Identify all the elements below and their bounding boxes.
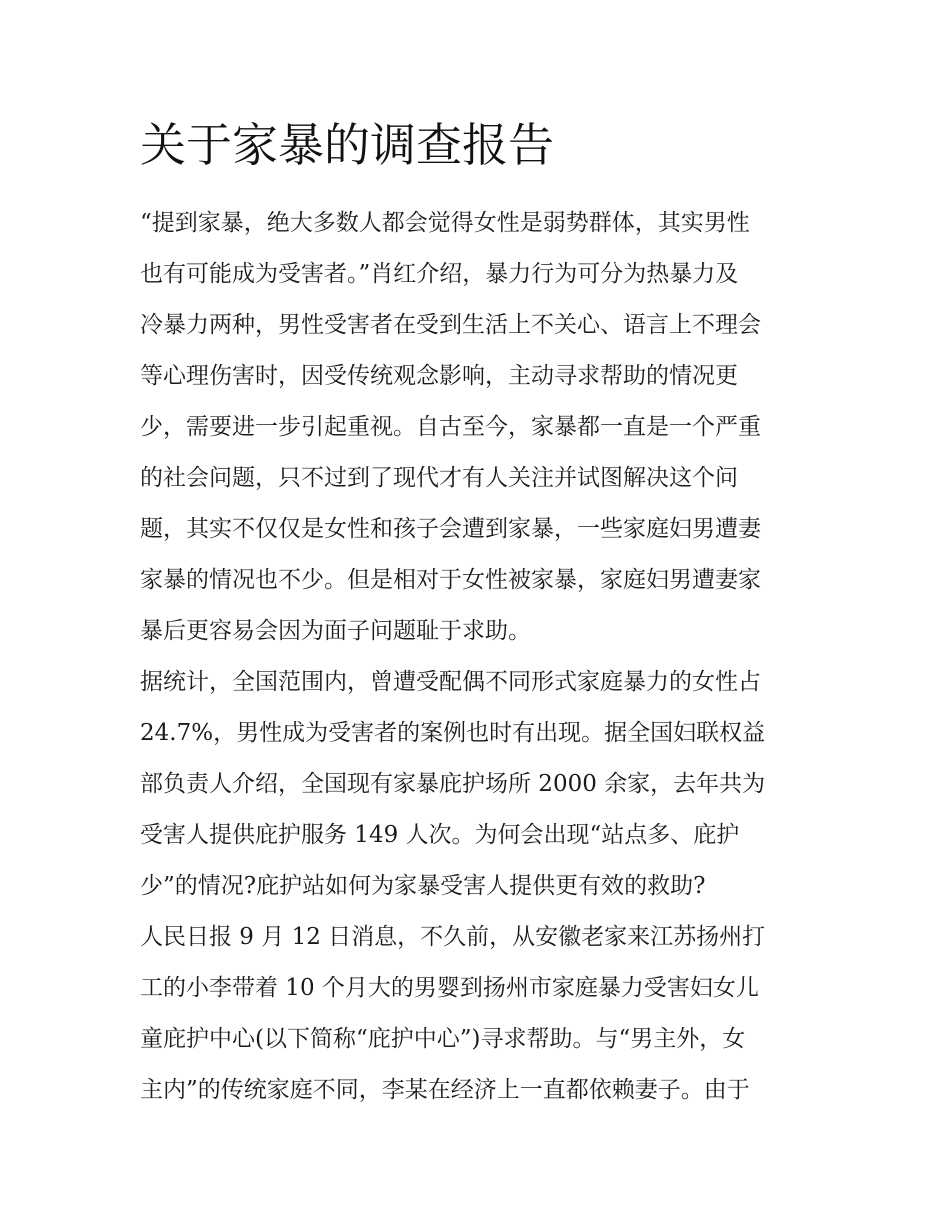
text-line: 也有可能成为受害者。”肖红介绍，暴力行为可分为热暴力及 [140,261,739,287]
document-body [140,198,820,1116]
text-line: 童庇护中心(以下简称“庇护中心”)寻求帮助。与“男主外，女 [140,1026,746,1052]
document-title: 关于家暴的调查报告 [140,118,554,172]
text-line: 部负责人介绍，全国现有家暴庇护场所 2000 余家，去年共为 [140,771,766,797]
text-line: 家暴的情况也不少。但是相对于女性被家暴，家庭妇男遭妻家 [140,567,761,593]
text-line: 主内”的传统家庭不同，李某在经济上一直都依赖妻子。由于 [140,1077,750,1103]
text-line: 等心理伤害时，因受传统观念影响，主动寻求帮助的情况更 [140,363,738,389]
text-line: 少”的情况?庇护站如何为家暴受害人提供更有效的救助? [140,873,706,899]
text-line: 24.7%，男性成为受害者的案例也时有出现。据全国妇联权益 [140,720,766,746]
text-line: 人民日报 9 月 12 日消息，不久前，从安徽老家来江苏扬州打 [140,924,766,950]
text-line: “提到家暴，绝大多数人都会觉得女性是弱势群体，其实男性 [140,210,750,236]
text-line: 暴后更容易会因为面子问题耻于求助。 [140,618,531,644]
text-line: 的社会问题，只不过到了现代才有人关注并试图解决这个问 [140,465,738,491]
text-line: 工的小李带着 10 个月大的男婴到扬州市家庭暴力受害妇女儿 [140,975,759,1001]
text-line: 受害人提供庇护服务 149 人次。为何会出现“站点多、庇护 [140,822,740,848]
text-line: 冷暴力两种，男性受害者在受到生活上不关心、语言上不理会 [140,312,761,338]
text-line: 题，其实不仅仅是女性和孩子会遭到家暴，一些家庭妇男遭妻 [140,516,761,542]
text-line: 据统计，全国范围内，曾遭受配偶不同形式家庭暴力的女性占 [140,669,761,695]
text-line: 少，需要进一步引起重视。自古至今，家暴都一直是一个严重 [140,414,761,440]
